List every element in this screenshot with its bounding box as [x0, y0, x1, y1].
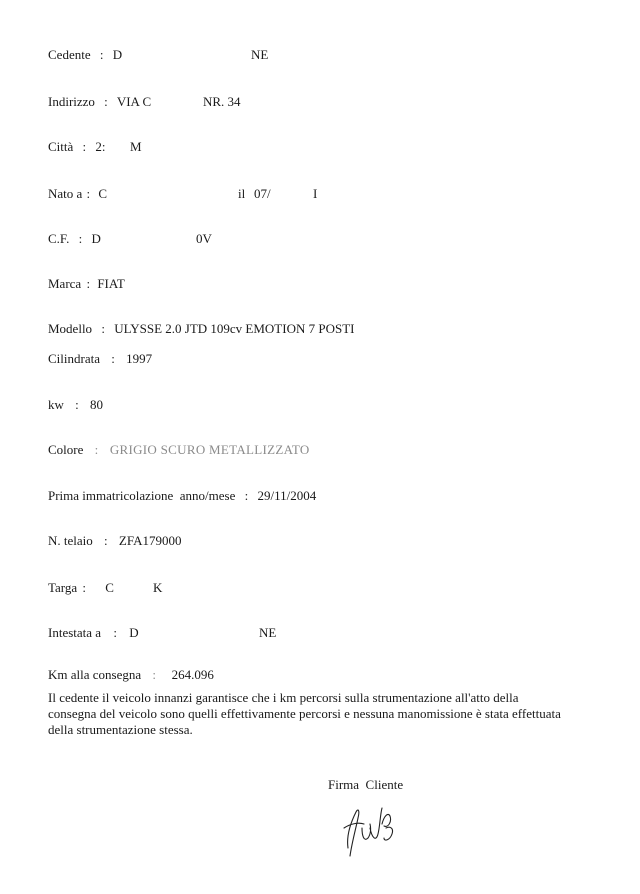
kw-row: [48, 397, 103, 413]
marca-value: FIAT: [97, 276, 125, 291]
cf-sep: :: [78, 231, 83, 246]
declaration-line-2: consegna del veicolo sono quelli effettivamente percorsi e nessuna manomissione è stata effettuata: [48, 706, 561, 721]
declaration-line-1: Il cedente il veicolo innanzi garantisce che i km percorsi sulla strumentazione all'atto della: [48, 690, 519, 705]
cedente-value-2: NE: [251, 47, 269, 62]
targa-label: Targa: [48, 580, 78, 595]
cedente-sep: :: [99, 47, 104, 62]
immatricolazione-sep: :: [244, 488, 249, 503]
modello-row: [48, 321, 354, 337]
immatricolazione-label: Prima immatricolazione anno/mese: [48, 488, 236, 503]
targa-value: C: [105, 580, 114, 595]
km-sep: :: [152, 667, 157, 682]
declaration-line-3: della strumentazione stessa.: [48, 722, 193, 737]
colore-label: Colore: [48, 442, 84, 457]
modello-value: ULYSSE 2.0 JTD 109cv EMOTION 7 POSTI: [114, 321, 355, 336]
cedente-value: D: [112, 47, 123, 62]
kw-value: 80: [90, 397, 104, 412]
indirizzo-row: [48, 94, 151, 110]
targa-row: [48, 580, 114, 596]
targa-value-2: K: [153, 580, 163, 595]
targa-sep: :: [82, 580, 87, 595]
km-label: Km alla consegna: [48, 667, 142, 682]
nato-value-4: I: [313, 186, 318, 201]
citta-row: [48, 139, 106, 155]
nato-value-2: il: [238, 186, 246, 201]
telaio-label: N. telaio: [48, 533, 93, 548]
km-value: 264.096: [171, 667, 214, 682]
indirizzo-value: VIA C: [116, 94, 152, 109]
colore-sep: :: [94, 442, 99, 457]
nato-value-3: 07/: [254, 186, 271, 201]
citta-label: Città: [48, 139, 74, 154]
intestata-value-2: NE: [259, 625, 277, 640]
cf-label: C.F.: [48, 231, 70, 246]
indirizzo-value-2: NR. 34: [203, 94, 241, 109]
intestata-value: D: [129, 625, 139, 640]
nato-label: Nato a: [48, 186, 83, 201]
intestata-label: Intestata a: [48, 625, 102, 640]
cedente-label: Cedente: [48, 47, 91, 62]
telaio-sep: :: [104, 533, 108, 548]
nato-value: C: [98, 186, 108, 201]
marca-label: Marca: [48, 276, 82, 291]
cilindrata-value: 1997: [126, 351, 153, 366]
citta-value: 2:: [95, 139, 106, 154]
immatricolazione-value: 29/11/2004: [257, 488, 317, 503]
kw-label: kw: [48, 397, 64, 412]
signature-label: Firma Cliente: [328, 777, 404, 792]
telaio-row: [48, 533, 182, 549]
immatricolazione-row: [48, 488, 316, 504]
citta-sep: :: [82, 139, 87, 154]
cf-row: [48, 231, 101, 247]
modello-sep: :: [101, 321, 105, 336]
cilindrata-row: [48, 351, 152, 367]
cilindrata-sep: :: [111, 351, 115, 366]
km-row: [48, 667, 214, 683]
telaio-value: ZFA179000: [118, 533, 182, 548]
marca-sep: :: [86, 276, 91, 291]
intestata-row: [48, 625, 139, 641]
cf-value: D: [91, 231, 101, 246]
declaration-paragraph: [48, 690, 593, 738]
nato-sep: :: [86, 186, 91, 201]
intestata-sep: :: [113, 625, 117, 640]
cedente-row: [48, 47, 122, 63]
marca-row: [48, 276, 125, 292]
kw-sep: :: [75, 397, 79, 412]
citta-value-2: M: [130, 139, 142, 154]
colore-row: [48, 442, 310, 458]
indirizzo-label: Indirizzo: [48, 94, 95, 109]
colore-value: GRIGIO SCURO METALLIZZATO: [109, 442, 310, 457]
handwritten-signature: [338, 798, 418, 860]
cilindrata-label: Cilindrata: [48, 351, 100, 366]
cf-value-2: 0V: [196, 231, 212, 246]
modello-label: Modello: [48, 321, 93, 336]
indirizzo-sep: :: [104, 94, 108, 109]
nato-row: [48, 186, 107, 202]
